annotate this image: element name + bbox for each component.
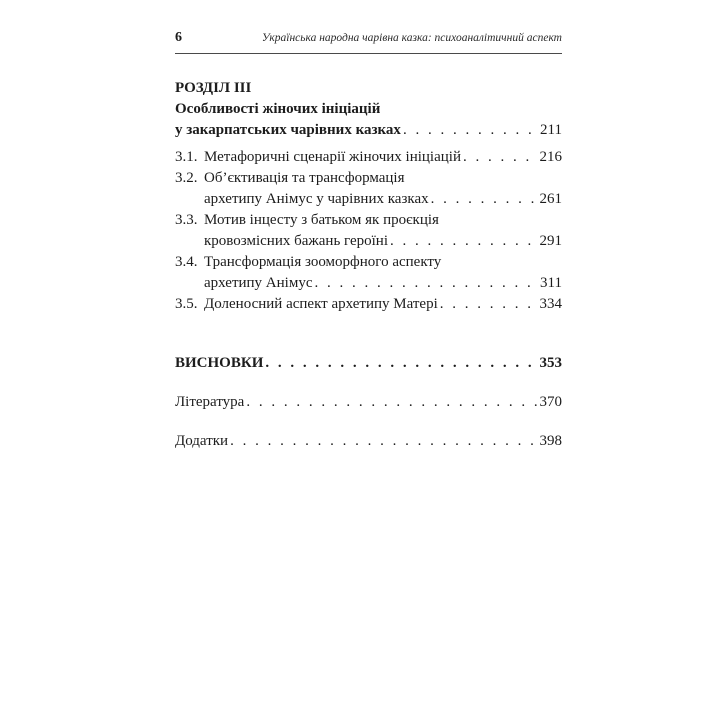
entry-number: 3.5. — [175, 296, 198, 312]
entry-title-line2: кровозмісних бажань героїні — [204, 233, 389, 249]
entry-title-line1: Об’єктивація та трансформація — [204, 170, 405, 186]
chapter-label: РОЗДІЛ III — [175, 80, 252, 96]
back-matter-item-appendices — [175, 431, 562, 452]
toc-entry — [175, 210, 562, 252]
dot-leader — [431, 189, 537, 210]
toc-entry — [175, 168, 562, 210]
entry-page-number: 311 — [540, 275, 562, 291]
dot-leader — [403, 120, 537, 141]
entry-line — [204, 231, 562, 252]
dot-leader — [390, 231, 536, 252]
entry-body — [204, 252, 562, 294]
chapter-heading — [175, 78, 562, 141]
entry-body — [204, 147, 562, 168]
entry-title-line1: Мотив інцесту з батьком як проєкція — [204, 212, 439, 228]
chapter-title-line2-row — [175, 120, 562, 141]
entry-title-line2: архетипу Анімус у чарівних казках — [204, 191, 429, 207]
back-matter-page-number: 353 — [539, 355, 562, 371]
back-matter-label: Додатки — [175, 433, 229, 449]
entry-page-number: 216 — [539, 149, 562, 165]
entry-body — [204, 210, 562, 252]
entry-page-number: 291 — [539, 233, 562, 249]
dot-leader — [440, 294, 537, 315]
entry-body — [204, 168, 562, 210]
entry-page-number: 334 — [539, 296, 562, 312]
chapter-page-number: 211 — [540, 122, 562, 138]
back-matter-label: Література — [175, 394, 245, 410]
dot-leader — [463, 147, 537, 168]
entry-line — [204, 189, 562, 210]
toc-entries — [175, 147, 562, 315]
entry-line — [204, 147, 562, 168]
entry-line — [204, 273, 562, 294]
back-matter-page-number: 370 — [539, 394, 562, 410]
toc-entry — [175, 294, 562, 315]
entry-number: 3.2. — [175, 170, 198, 186]
dot-leader — [314, 273, 537, 294]
entry-number: 3.4. — [175, 254, 198, 270]
entry-body — [204, 294, 562, 315]
back-matter-item-literature — [175, 392, 562, 413]
back-matter — [175, 353, 562, 452]
entry-number: 3.3. — [175, 212, 198, 228]
back-matter-label: ВИСНОВКИ — [175, 355, 264, 371]
entry-number: 3.1. — [175, 149, 198, 165]
page-number: 6 — [175, 30, 182, 45]
entry-title-line1: Трансформація зооморфного аспекту — [204, 254, 442, 270]
entry-title: Доленосний аспект архетипу Матері — [204, 296, 438, 312]
entry-title-line2: архетипу Анімус — [204, 275, 313, 291]
entry-title: Метафоричні сценарії жіночих ініціацій — [204, 149, 461, 165]
dot-leader — [246, 392, 536, 413]
dot-leader — [265, 353, 536, 374]
toc-entry — [175, 147, 562, 168]
entry-line — [204, 294, 562, 315]
dot-leader — [230, 431, 536, 452]
back-matter-page-number: 398 — [539, 433, 562, 449]
table-of-contents — [175, 78, 562, 452]
toc-entry — [175, 252, 562, 294]
chapter-title-line1: Особливості жіночих ініціацій — [175, 101, 381, 117]
entry-page-number: 261 — [539, 191, 562, 207]
chapter-title-line2: у закарпатських чарівних казках — [175, 122, 401, 138]
running-header — [175, 30, 562, 54]
back-matter-item-conclusions — [175, 353, 562, 374]
running-title: Українська народна чарівна казка: психоаналітичний аспект — [261, 32, 562, 44]
